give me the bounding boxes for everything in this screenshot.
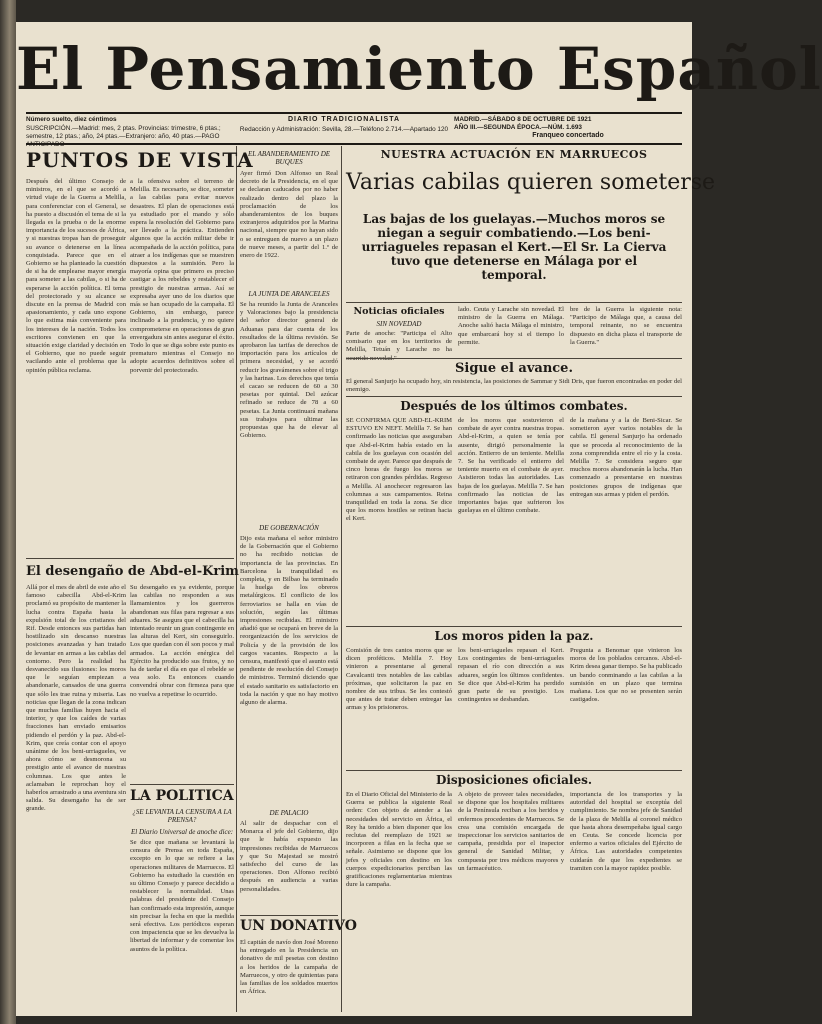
adjacent-page-spine <box>0 0 16 1024</box>
right-divider-5 <box>346 770 682 771</box>
issue-number: AÑO III.—SEGUNDA ÉPOCA.—NÚM. 1.693 <box>454 124 582 131</box>
masthead-rule-top <box>26 112 682 114</box>
column-rule-left <box>236 146 237 1012</box>
middle-divider <box>240 915 338 916</box>
postage-note: Franqueo concertado <box>532 132 604 139</box>
middle-headline-2: LA JUNTA DE ARANCELES <box>248 290 330 298</box>
right-divider-2 <box>346 358 682 359</box>
decrees-col-a: En el Diario Oficial del Ministerio de la Guerra se publica la siguiente Real orden: Con objeto de atender a las necesidades del servicio en África, el Rey ha tenido a bien disponer que los reclutas del reemplazo de 1921 se incorporen a filas en la fecha que se señale. Asimismo se dispone que los jefes y oficiales con destino en los cuerpos expedicionarios perciban las gratificaciones reglamentarias mientras dure la campaña. <box>346 791 452 889</box>
left-politics-body: Se dice que mañana se levantará la censura de Prensa en toda España, excepto en lo que se refiere a las operaciones militares de Marruecos. El Gobierno ha estudiado la cuestión en su último Consejo y parece decidido a restablecer la normalidad. Unas palabras del presidente del Consejo han confirmado esta impresión, aunque sin precisar la fecha en que la medida será efectiva. Los periódicos esperan con impaciencia que se les devuelva la libertad de informar y de comentar los asuntos de la política. <box>130 839 234 953</box>
combats-headline: Después de los últimos combates. <box>400 399 628 413</box>
newspaper-page <box>16 22 822 1016</box>
left-article-2-col-b: Su desengaño es ya evidente, porque las cabilas no responden a sus llamamientos y los guerreros abandonan sus filas para regresar a sus aduares. Se asegura que el cabecilla ha intentado reunir un gran contingente en las alturas del Kert, sin conseguirlo. Los que quedan con él son pocos y mal armados. La acción enérgica del Ejército ha producido sus frutos, y no ha de tardar el día en que el rebelde se vea solo. Es entonces cuando convendrá obrar con firmeza para que no vuelva a repetirse lo ocurrido. <box>130 584 234 698</box>
decrees-col-c: importancia de los transportes y la autoridad del hospital se exceptúa del cumplimiento. Se nombra jefe de Sanidad de la plaza de Melilla al coronel médico que hasta ahora desempeñaba igual cargo en Ceuta. Se concede licencia por enfermo a varios oficiales del Ejército de África. Las autoridades competentes cuidarán de que los expedientes se tramiten con la mayor rapidez posible. <box>570 791 682 872</box>
newspaper-subtitle: DIARIO TRADICIONALISTA <box>287 116 401 123</box>
masthead-title: El Pensamiento Español <box>16 35 822 103</box>
decrees-col-b: A objeto de proveer tales necesidades, se dispone que los hospitales militares de la Península reciban a los heridos y enfermos procedentes de Marruecos. Se crea una comisión encargada de inspeccionar los servicios sanitarios de campaña, presidida por el inspector general de Sanidad Militar, y compuesta por tres médicos mayores y un farmacéutico. <box>458 791 564 872</box>
column-rule-middle <box>341 146 342 1012</box>
peace-col-b: los beni-urriagueles repasan el Kert. Los contingentes de beni-urriagueles repasan el río con dirección a sus aduares, según los últimos confidentes. Se dice que Abd-el-Krim ha perdido gran parte de su prestigio. Los contingentes se desbandan. <box>458 647 564 704</box>
peace-headline: Los moros piden la paz. <box>434 629 594 643</box>
left-politics-intro: El Diario Universal de anoche dice: <box>130 828 234 836</box>
left-politics-subhead: ¿SE LEVANTA LA CENSURA A LA PRENSA? <box>132 808 232 824</box>
peace-col-c: Pregunta a Benomar que vinieron los moros de los poblados cercanos. Abd-el-Krim desea ganar tiempo. Se ha publicado un bando conminando a las cabilas a la sumisión en un plazo que termina mañana. Los que no se presenten serán castigados. <box>570 647 682 704</box>
official-news-body: Parte de anoche: "Participa el Alto comisario que en los territorios de Melilla, Tetuán y Larache no ha ocurrido novedad." <box>346 330 452 362</box>
left-article-1-col-a: Después del último Consejo de ministros, en el que se acordó a virtud viaje de la Guerra a Melilla, para conferenciar con el General, se ha puesto a discusión el tema de si la llegada es la prueba o de la enorme importancia de los sucesos de África, y si nuestras tropas han de proseguir su avance o detenerse en la línea conquistada. Parece que en el Gobierno se ha planteado la cuestión de si ha de emplearse mayor energía para someter a las cabilas, o si ha de esperarse la acción política. El tema del protectorado y su alcance se discute en la prensa de Madrid con apasionamiento, y cada uno expone lo que estima más conveniente para los intereses de la nación. Todos los escritores convienen en que la situación exige claridad y decisión en el Gobierno, que no puede seguir vacilando ante el problema que la opinión pública reclama. <box>26 178 126 374</box>
left-headline-1: PUNTOS DE VISTA <box>26 148 254 172</box>
official-news-title: Noticias oficiales <box>353 306 445 317</box>
middle-article-4: Al salir de despachar con el Monarca el jefe del Gobierno, dijo que le había expuesto las impresiones recibidas de Marruecos y que Su Majestad se mostró satisfecho del curso de las operaciones. Don Alfonso recibió después en audiencia a varias personalidades. <box>240 820 338 893</box>
price-line: Número suelto, diez céntimos <box>26 116 117 123</box>
advance-body: El general Sanjurjo ha ocupado hoy, sin resistencia, las posiciones de Sammar y Sidi Dris, que fueron encontradas en poder del enemigo. <box>346 378 682 394</box>
advance-headline: Sigue el avance. <box>455 361 573 376</box>
right-divider-4 <box>346 626 682 627</box>
left-divider-1 <box>26 558 234 559</box>
official-news-body-3: bre de la Guerra la siguiente nota: "Participo de Málaga que, a causa del temporal reinante, no se encuentra dispuesto en dicha plaza el transporte de la Guerra." <box>570 306 682 346</box>
middle-article-1: Ayer firmó Don Alfonso un Real decreto de la Presidencia, en el que se declaran caducados por no haber realizado dentro del plazo la proclamación de los abanderamientos de los buques extranjeros adquiridos por la Marina nacional, siempre que no hayan sido o se entreguen de nuevo a un plazo de nueve meses, a partir del 1.º de enero de 1922. <box>240 170 338 260</box>
combats-col-b: de los moros que sostuvieron el combate de ayer contra nuestras tropas. Abd-el-Krim, a quien se tenía por ausente, dirigió personalmente la acción. Entierro de un teniente. Melilla 7. Se ha verificado el entierro del teniente muerto en el combate de ayer. Asistieron todas las autoridades. Las bajas de los guelayas. Melilla 7. Se han confirmado las noticias de las importantes bajas que sufrieron los guelayas en el último combate. <box>458 417 564 515</box>
middle-article-5: El capitán de navío don José Moreno ha entregado en la Presidencia un donativo de mil pesetas con destino a los heridos de la campaña de Marruecos, y otro de quinientas para las familias de los soldados muertos en África. <box>240 939 338 996</box>
left-divider-2 <box>130 784 234 785</box>
left-article-1-col-b: a la ofensiva sobre el terreno de Melilla. Es necesario, se dice, someter a las cabilas para evitar nuevos desastres. El plan de operaciones está ya estudiado por el mando y sólo espera la resolución del Gobierno para ser llevado a la práctica. Entienden algunos que la acción militar debe ir acompañada de la acción política, para atraer a los indígenas que se muestren dispuestos a la sumisión. Pero la mayoría opina que primero es preciso castigar a los rebeldes y restablecer el prestigio de nuestras armas. Así se expresaba ayer uno de los diarios que más se han ocupado de la campaña. El Gobierno, sin embargo, parece inclinado a la prudencia, y no quiere comprometerse en operaciones de gran envergadura sin antes asegurar el éxito. Todo lo que se diga sobre este punto es prematuro mientras el Consejo no adopte acuerdos definitivos sobre el porvenir del protectorado. <box>130 178 234 374</box>
middle-article-2: Se ha reunido la Junta de Aranceles y Valoraciones bajo la presidencia del señor director general de Aduanas para dar cuenta de los resultados de la última revisión. Se aprobaron las tarifas de derechos de importación para los artículos de primera necesidad, y se acordó reducir los gravámenes sobre el trigo y las harinas. Los derechos que tenía el cacao se reducen de 60 a 30 pesetas por quintal. Del azúcar refinado se reduce de 78 a 60 pesetas. La Junta continuará mañana sus trabajos para ultimar las propuestas que ha de elevar al Gobierno. <box>240 301 338 440</box>
right-divider-3 <box>346 396 682 397</box>
office-info: Redacción y Administración: Sevilla, 28.—Teléfono 2.714.—Apartado 120 <box>239 126 449 133</box>
subscription-info: SUSCRIPCIÓN.—Madrid: mes, 2 ptas. Provincias: trimestre, 6 ptas.; semestre, 12 ptas.; año, 24 ptas.—Extranjero: año, 40 ptas.—PAGO ANTICIPADO <box>26 125 221 148</box>
left-headline-3: LA POLITICA <box>130 788 234 804</box>
peace-col-a: Comisión de tres cantos moros que se dicen proféticos. Melilla 7. Hoy vinieron a presentarse al general Cavalcanti tres notables de las cabilas próximas, que solicitaron la paz en nombre de sus tribus. Se les contestó que antes de tratar deben entregar las armas y los prisioneros. <box>346 647 452 712</box>
combats-col-a: SE CONFIRMA QUE ABD-EL-KRIM ESTUVO EN NEFT. Melilla 7. Se han confirmado las noticias que aseguraban que Abd-el-Krim había estado en la cabila de los guelayas con ocasión del combate de ayer. Parece que después de cinco horas de fuego los moros se retiraron con grandes pérdidas. Regreso a Melilla. Al anochecer regresaron las columnas a sus campamentos. Reina tranquilidad en toda la zona. Se dice que los moros hostiles se retiran hacia el Kert. <box>346 417 452 523</box>
official-news-body-2: lado. Ceuta y Larache sin novedad. El ministro de la Guerra en Málaga. Anoche salió hacia Málaga el ministro, que embarcará hoy si el tiempo lo permite. <box>458 306 564 346</box>
left-headline-2: El desengaño de Abd-el-Krim <box>26 564 239 579</box>
official-news-subtitle: SIN NOVEDAD <box>376 320 422 328</box>
right-main-headline: Varias cabilas quieren someterse <box>346 170 716 195</box>
middle-headline-3: DE GOBERNACIÓN <box>259 524 319 532</box>
right-deck: Las bajas de los guelayas.—Muchos moros se niegan a seguir combatiendo.—Los beni-urriagueles repasan el Kert.—El Sr. La Cierva tuvo que detenerse en Málaga por el temporal. <box>361 212 667 282</box>
combats-col-c: de la mañana y a la de Beni-Sicar. Se sometieron ayer varios notables de la cabila. El general Sanjurjo ha ordenado que se proceda al reconocimiento de la zona comprendida entre el río y la costa. Melilla 7. Se considera seguro que muchos moros abandonarán la lucha. Han comenzado a presentarse en nuestras posiciones grupos de indígenas que entregan sus armas y piden el perdón. <box>570 417 682 498</box>
middle-article-3: Dijo esta mañana el señor ministro de la Gobernación que el Gobierno no ha recibido noticias de importancia de las provincias. En Barcelona la tranquilidad es completa, y en Bilbao ha terminado la huelga de los obreros metalúrgicos. El conflicto de los ferroviarios se halla en vías de solución, según las últimas impresiones recibidas. El ministro añadió que se ocupará en breve de la reorganización de los servicios de Policía y de la provisión de los cargos vacantes. Respecto a la censura, manifestó que el asunto está pendiente de resolución del Consejo de ministros. Terminó diciendo que el estado sanitario es satisfactorio en toda la nación y que no hay motivo alguno de alarma. <box>240 535 338 707</box>
masthead-rule-bottom <box>26 143 682 145</box>
right-divider-1 <box>346 302 682 303</box>
decrees-headline: Disposiciones oficiales. <box>435 773 593 787</box>
left-article-2-col-a: Allá por el mes de abril de este año el famoso cabecilla Abd-el-Krim proclamó su propósito de mantener la lucha contra España hasta la expulsión total de los cristianos del Rif. Desde entonces sus partidas han hostilizado sin descanso nuestras posiciones avanzadas y han tratado de levantar en armas a las cabilas del contorno. Pero la realidad ha desvanecido sus ilusiones: los moros que le seguían empiezan a abandonarle, cansados de una guerra que sólo les trae ruina y miseria. Las noticias que llegan de la zona indican que muchas familias huyen hacia el interior, y que los caídes de varias fracciones han enviado emisarios pidiendo el perdón y la paz. Abd-el-Krim, que creía contar con el apoyo unánime de los beni-urriagueles, ve ahora cómo se desmorona su prestigio ante el avance de nuestras columnas. Los que antes le aclamaban le reprochan hoy el haberlos arrastrado a una aventura sin salida. Su desengaño ha de ser grande. <box>26 584 126 813</box>
issue-date: MADRID.—SÁBADO 8 DE OCTUBRE DE 1921 <box>454 116 592 123</box>
middle-headline-1: EL ABANDERAMIENTO DE BUQUES <box>247 150 331 166</box>
middle-headline-5: UN DONATIVO <box>240 918 357 934</box>
middle-headline-4: DE PALACIO <box>269 809 309 817</box>
right-kicker: NUESTRA ACTUACIÓN EN MARRUECOS <box>380 148 648 161</box>
